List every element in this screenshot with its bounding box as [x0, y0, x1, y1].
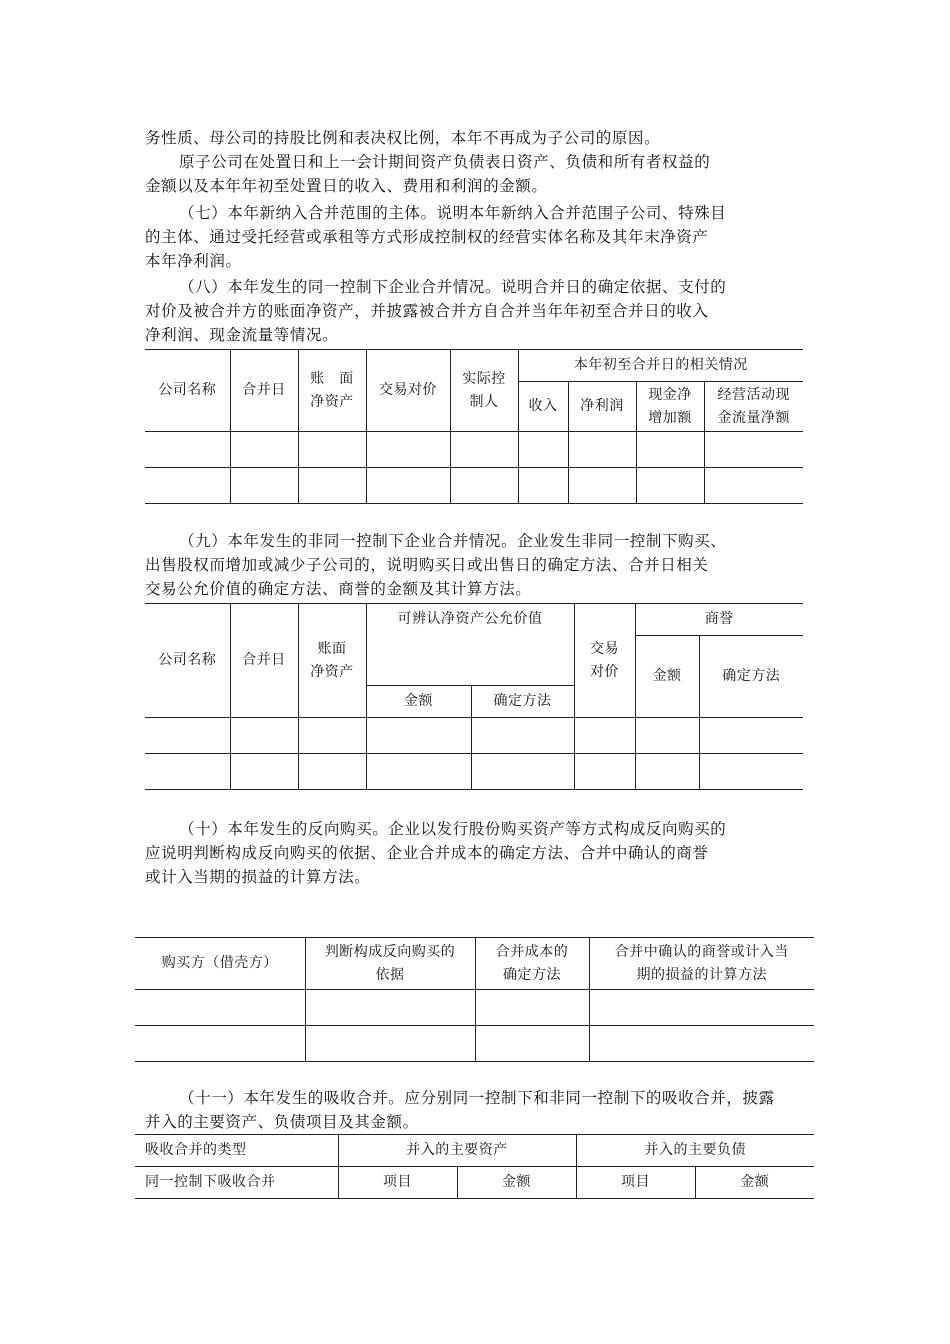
- text-line: 交易公允价值的确定方法、商誉的金额及其计算方法。: [145, 580, 532, 598]
- header-fv-amount: 金额: [366, 686, 471, 718]
- header-consideration: 交易 对价: [574, 604, 635, 718]
- non-same-control-merger-table: [145, 603, 803, 790]
- header-goodwill-amount: 金额: [635, 636, 699, 718]
- header-merger-type: 吸收合并的类型: [135, 1135, 338, 1167]
- header-main-assets: 并入的主要资产: [338, 1135, 576, 1167]
- header-fair-value: 可辨认净资产公允价值: [366, 604, 574, 686]
- header-goodwill-method: 确定方法: [699, 636, 803, 718]
- header-asset-item: 项目: [338, 1167, 457, 1199]
- text-line: 原子公司在处置日和上一会计期间资产负债表日资产、负债和所有者权益的: [179, 153, 711, 171]
- text-line: （九）本年发生的非同一控制下企业合并情况。企业发生非同一控制下购买、: [179, 532, 727, 550]
- header-consideration: 交易对价: [366, 350, 450, 432]
- table-row: [145, 468, 803, 504]
- paragraph-disposed-subsidiary: [145, 150, 807, 198]
- header-liability-item: 项目: [576, 1167, 695, 1199]
- header-liability-amount: 金额: [695, 1167, 814, 1199]
- paragraph-section-7: [145, 201, 807, 273]
- paragraph-section-11: [145, 1086, 807, 1134]
- header-cash-increase: 现金净 增加额: [636, 382, 704, 432]
- text-line: 务性质、母公司的持股比例和表决权比例，本年不再成为子公司的原因。: [145, 129, 661, 147]
- text-line: 本年净利润。: [145, 252, 242, 270]
- header-fv-method: 确定方法: [471, 686, 574, 718]
- text-line: 的主体、通过受托经营或承租等方式形成控制权的经营实体名称及其年末净资产: [145, 228, 709, 246]
- paragraph-section-10: [145, 817, 807, 889]
- text-line: （十）本年发生的反向购买。企业以发行股份购买资产等方式构成反向购买的: [179, 820, 727, 838]
- table-row: [145, 718, 803, 754]
- header-company-name: 公司名称: [145, 350, 230, 432]
- header-main-liabilities: 并入的主要负债: [576, 1135, 814, 1167]
- table-row: [145, 432, 803, 468]
- header-goodwill-calc: 合并中确认的商誉或计入当 期的损益的计算方法: [589, 938, 814, 990]
- header-operating-cash: 经营活动现 金流量净额: [704, 382, 803, 432]
- header-merge-date: 合并日: [230, 604, 298, 718]
- header-asset-amount: 金额: [457, 1167, 576, 1199]
- reverse-acquisition-table: [135, 937, 814, 1062]
- header-book-net-assets: 账面 净资产: [298, 604, 366, 718]
- text-line: 出售股权而增加或减少子公司的，说明购买日或出售日的确定方法、合并日相关: [145, 556, 709, 574]
- text-line: 净利润、现金流量等情况。: [145, 326, 339, 344]
- table-row: [135, 990, 814, 1026]
- paragraph-section-8: [145, 275, 807, 347]
- same-control-merger-table: [145, 349, 803, 504]
- row-same-control: 同一控制下吸收合并: [135, 1167, 338, 1199]
- table-row: [135, 1026, 814, 1062]
- text-line: （八）本年发生的同一控制下企业合并情况。说明合并日的确定依据、支付的: [179, 278, 727, 296]
- header-company-name: 公司名称: [145, 604, 230, 718]
- header-basis: 判断构成反向购买的 依据: [305, 938, 475, 990]
- header-goodwill: 商誉: [635, 604, 803, 636]
- header-buyer: 购买方（借壳方）: [135, 938, 305, 990]
- header-revenue: 收入: [518, 382, 568, 432]
- header-net-profit: 净利润: [568, 382, 636, 432]
- text-line: 对价及被合并方的账面净资产，并披露被合并方自合并当年年初至合并日的收入: [145, 302, 709, 320]
- text-line: 或计入当期的损益的计算方法。: [145, 868, 371, 886]
- header-merge-date: 合并日: [230, 350, 298, 432]
- text-line: （十一）本年发生的吸收合并。应分别同一控制下和非同一控制下的吸收合并，披露: [179, 1089, 775, 1107]
- header-actual-controller: 实际控 制人: [450, 350, 518, 432]
- header-cost-method: 合并成本的 确定方法: [475, 938, 589, 990]
- header-period-info: 本年初至合并日的相关情况: [518, 350, 803, 382]
- text-line: 应说明判断构成反向购买的依据、企业合并成本的确定方法、合并中确认的商誉: [145, 844, 709, 862]
- header-book-net-assets: 账 面 净资产: [298, 350, 366, 432]
- table-row: [145, 754, 803, 790]
- text-line: （七）本年新纳入合并范围的主体。说明本年新纳入合并范围子公司、特殊目: [179, 204, 727, 222]
- text-line: 并入的主要资产、负债项目及其金额。: [145, 1113, 419, 1131]
- absorption-merger-table: [135, 1134, 814, 1199]
- paragraph-continuation: [145, 126, 807, 150]
- paragraph-section-9: [145, 529, 807, 601]
- text-line: 金额以及本年年初至处置日的收入、费用和利润的金额。: [145, 177, 548, 195]
